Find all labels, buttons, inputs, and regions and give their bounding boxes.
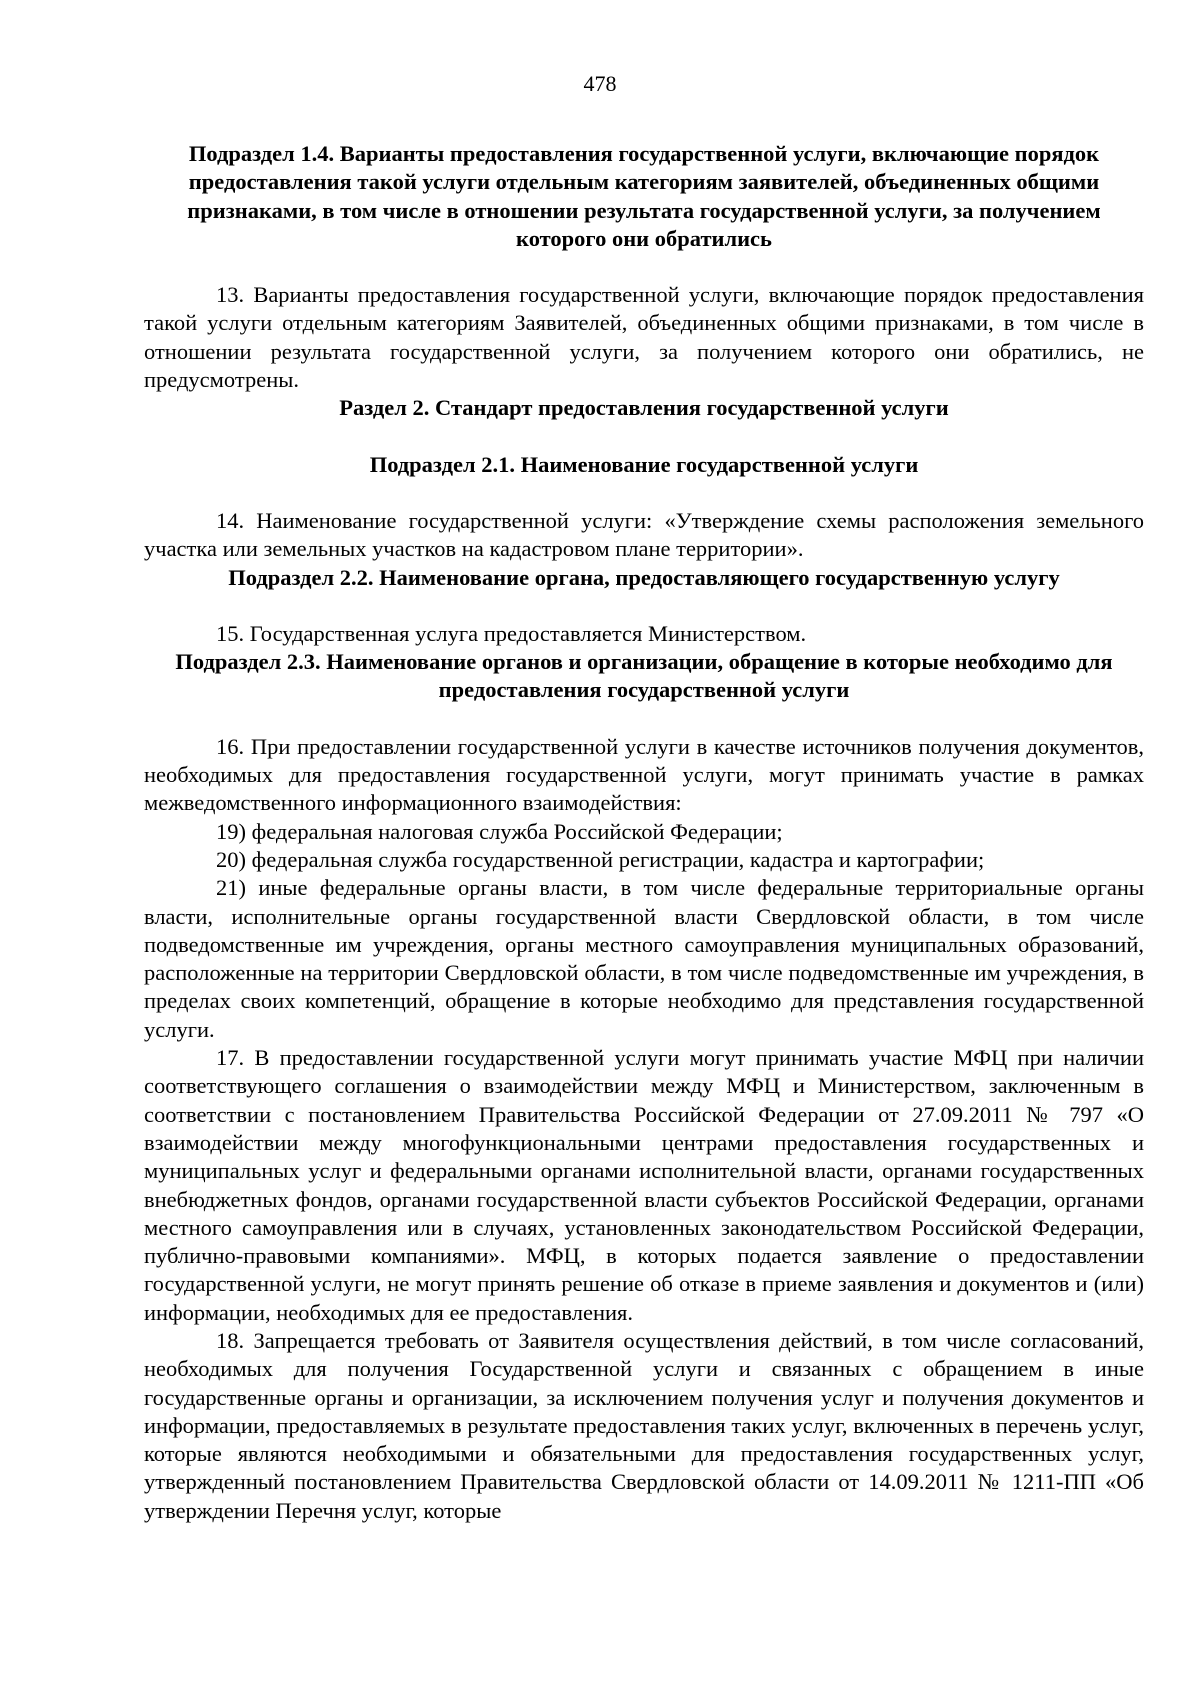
list-item-21: 21) иные федеральные органы власти, в том числе федеральные территориальные органы власти, исполнительные органы государственной власти Свердловской области, в том числе подведомственные им учреждения, органы местного самоуправления муниципальных образований, расположенные на территории Свердловской области, в том числе подведомственные им учреждения, в пределах своих компетенций, обращение в которые необходимо для представления государственной услуги. <box>144 875 1144 1042</box>
paragraph-14: 14. Наименование государственной услуги: «Утверждение схемы расположения земельного участка или земельных участков на кадастровом плане территории». <box>144 507 1144 562</box>
subsection-heading-2-2: Подраздел 2.2. Наименование органа, предоставляющего государственную услугу <box>228 564 1060 590</box>
subsection-heading-1-4: Подраздел 1.4. Варианты предоставления государственной услуги, включающие порядок предоставления такой услуги отдельным категориям заявителей, объединенных общими признаками, в том числе в отношении результата государственной услуги, за получением которого они обратились <box>187 141 1101 251</box>
paragraph-18: 18. Запрещается требовать от Заявителя осуществления действий, в том числе согласований, необходимых для получения Государственной услуги и связанных с обращением в иные государственные органы и организации, за исключением получения услуг и получения документов и информации, предоставляемых в результате предоставления таких услуг, включенных в перечень услуг, которые являются необходимыми и обязательными для предоставления государственных услуг, утвержденный постановлением Правительства Свердловской области от 14.09.2011 № 1211-ПП «Об утверждении Перечня услуг, которые <box>144 1327 1144 1523</box>
section-heading-2: Раздел 2. Стандарт предоставления государственной услуги <box>339 395 949 421</box>
subsection-heading-2-3: Подраздел 2.3. Наименование органов и организации, обращение в которые необходимо для предоставления государственной услуги <box>175 649 1113 703</box>
list-item-19: 19) федеральная налоговая служба Российской Федерации; <box>216 818 783 844</box>
paragraph-13: 13. Варианты предоставления государственной услуги, включающие порядок предоставления такой услуги отдельным категориям Заявителей, объединенных общими признаками, в том числе в отношении результата государственной услуги, за получением которого они обратились, не предусмотрены. <box>144 282 1144 393</box>
document-body <box>144 140 1144 1525</box>
list-item-20: 20) федеральная служба государственной регистрации, кадастра и картографии; <box>216 846 985 872</box>
subsection-heading-2-1: Подраздел 2.1. Наименование государственной услуги <box>369 451 919 477</box>
paragraph-17: 17. В предоставлении государственной услуги могут принимать участие МФЦ при наличии соответствующего соглашения о взаимодействии между МФЦ и Министерством, заключенным в соответствии с постановлением Правительства Российской Федерации от 27.09.2011 № 797 «О взаимодействии между многофункциональными центрами предоставления государственных и муниципальных услуг и федеральными органами исполнительной власти, органами государственных внебюджетных фондов, органами государственной власти субъектов Российской Федерации, органами местного самоуправления или в случаях, установленных законодательством Российской Федерации, публично-правовыми компаниями». МФЦ, в которых подается заявление о предоставлении государственной услуги, не могут принять решение об отказе в приеме заявления и документов и (или) информации, необходимых для ее предоставления. <box>144 1045 1144 1325</box>
page-number: 478 <box>583 71 617 96</box>
paragraph-16: 16. При предоставлении государственной услуги в качестве источников получения документов, необходимых для предоставления государственной услуги, могут принимать участие в рамках межведомственного информационного взаимодействия: <box>144 733 1144 816</box>
paragraph-15: 15. Государственная услуга предоставляется Министерством. <box>216 620 807 646</box>
